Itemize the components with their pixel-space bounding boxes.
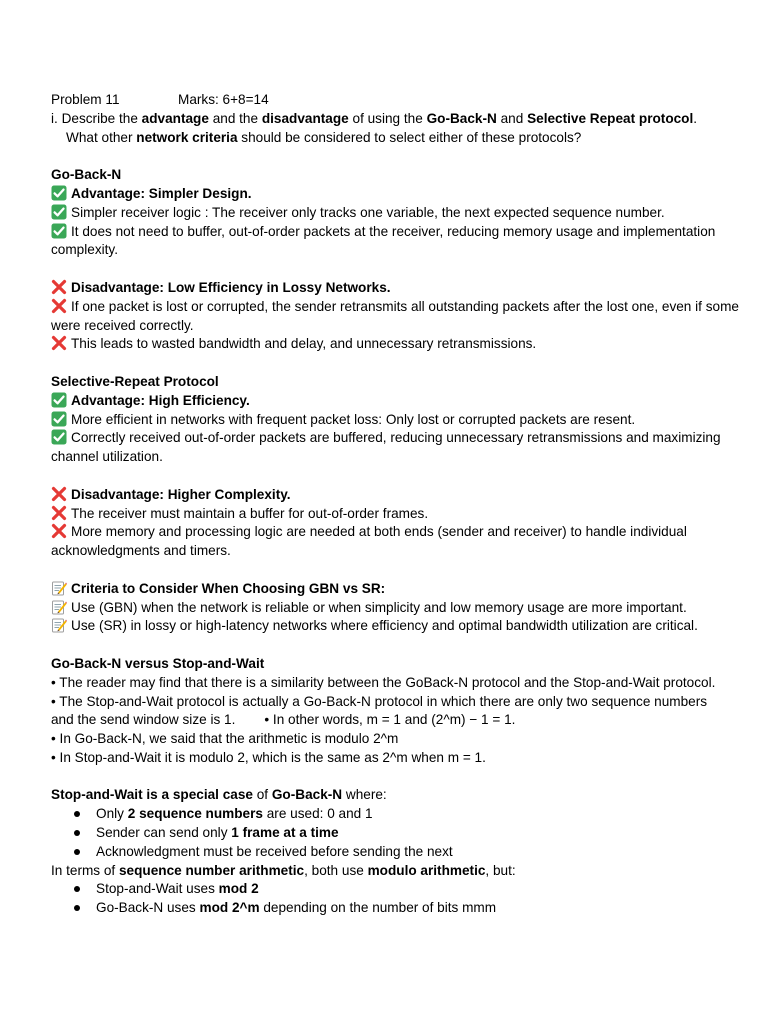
- terms-keyword: modulo arithmetic: [367, 862, 486, 878]
- sr-heading: Selective-Repeat Protocol: [51, 373, 219, 389]
- spacer: [51, 768, 741, 787]
- special-text: where:: [342, 787, 387, 803]
- cross-mark-icon: [51, 335, 67, 351]
- memo-icon: [51, 599, 67, 615]
- gbn-disadvantage-2: [51, 335, 741, 354]
- sr-disadvantage-2-text: More memory and processing logic are needed at both ends (sender and receiver) to handle individual acknowledgments and timers.: [51, 524, 687, 559]
- list-item-text: Stop-and-Wait uses: [96, 881, 219, 897]
- versus-line-3a: and the send window size is 1.: [51, 712, 236, 728]
- question-line-2: [51, 129, 741, 148]
- memo-icon: [51, 617, 67, 633]
- list-item-text: depending on the number of bits mmm: [259, 900, 497, 916]
- bullet-dot: [74, 830, 80, 836]
- gbn-advantage-heading: [51, 185, 741, 204]
- check-mark-icon: [51, 204, 67, 220]
- gbn-advantage-2-text: It does not need to buffer, out-of-order packets at the receiver, reducing memory usage and implementation complexity.: [51, 223, 716, 258]
- sr-disadvantage-heading: [51, 486, 741, 505]
- gbn-disadvantage-2-text: This leads to wasted bandwidth and delay, and unnecessary retransmissions.: [71, 336, 537, 352]
- spacer: [51, 147, 741, 166]
- list-item: [51, 880, 741, 899]
- gbn-heading: Go-Back-N: [51, 167, 122, 183]
- check-mark-icon: [51, 185, 67, 201]
- question-text: and the: [208, 110, 262, 126]
- list-item: [51, 899, 741, 918]
- bullet-dot: [74, 849, 80, 855]
- question-text: .: [693, 110, 698, 126]
- question-keyword: Go-Back-N: [426, 110, 497, 126]
- list-item: [51, 805, 741, 824]
- terms-keyword: sequence number arithmetic: [119, 862, 305, 878]
- list-item-text: Only: [96, 806, 128, 822]
- spacer: [51, 260, 741, 279]
- gbn-disadvantage-title: Disadvantage: Low Efficiency in Lossy Networks.: [71, 279, 391, 295]
- bullet-dot: [74, 886, 80, 892]
- criteria-item-1-text: Use (GBN) when the network is reliable or when simplicity and low memory usage are more important.: [71, 599, 687, 615]
- terms-text: , but:: [485, 862, 516, 878]
- list-item-keyword: mod 2^m: [199, 900, 260, 916]
- special-keyword: Go-Back-N: [271, 787, 343, 803]
- problem-header: [51, 91, 741, 110]
- criteria-item-2: [51, 617, 741, 636]
- sr-disadvantage-1: [51, 505, 741, 524]
- versus-line-1: • The reader may find that there is a similarity between the GoBack-N protocol and the Stop-and-Wait protocol.: [51, 674, 716, 690]
- terms-lead: [51, 862, 741, 881]
- list-item-text: Acknowledgment must be received before sending the next: [96, 843, 453, 859]
- list-item: [51, 843, 741, 862]
- question-text: should be considered to select either of these protocols?: [237, 129, 582, 145]
- cross-mark-icon: [51, 523, 67, 539]
- question-keyword: Selective Repeat protocol: [527, 110, 694, 126]
- versus-line-4: • In Go-Back-N, we said that the arithmetic is modulo 2^m: [51, 731, 399, 747]
- spacer: [51, 561, 741, 580]
- list-item-keyword: 2 sequence numbers: [127, 806, 263, 822]
- criteria-item-1: [51, 599, 741, 618]
- criteria-title: Criteria to Consider When Choosing GBN vs SR:: [71, 580, 386, 596]
- problem-marks: Marks: 6+8=14: [178, 92, 269, 107]
- versus-line-3: [51, 711, 741, 730]
- memo-icon: [51, 580, 67, 596]
- question-text: i. Describe the: [51, 110, 142, 126]
- document-body: [51, 91, 741, 918]
- sr-disadvantage-title: Disadvantage: Higher Complexity.: [71, 486, 291, 502]
- special-case-list: [51, 805, 741, 861]
- sr-advantage-2: [51, 429, 741, 467]
- list-item-text: Go-Back-N uses: [96, 900, 200, 916]
- cross-mark-icon: [51, 505, 67, 521]
- list-item-keyword: 1 frame at a time: [231, 825, 339, 841]
- gbn-advantage-title: Advantage: Simpler Design.: [71, 185, 252, 201]
- criteria-item-2-text: Use (SR) in lossy or high-latency networks where efficiency and optimal bandwidth utilization are critical.: [71, 618, 698, 634]
- question-keyword: advantage: [141, 110, 209, 126]
- versus-line-3b: • In other words, m = 1 and (2^m) − 1 = 1.: [264, 712, 516, 728]
- gbn-disadvantage-1-text: If one packet is lost or corrupted, the sender retransmits all outstanding packets after the lost one, even if some were received correctly.: [51, 298, 739, 333]
- versus-heading: Go-Back-N versus Stop-and-Wait: [51, 655, 265, 671]
- problem-number: Problem 11: [51, 92, 120, 107]
- question-text: of using the: [348, 110, 427, 126]
- terms-text: , both use: [304, 862, 368, 878]
- versus-line-5: • In Stop-and-Wait it is modulo 2, which is the same as 2^m when m = 1.: [51, 749, 486, 765]
- gbn-advantage-1-text: Simpler receiver logic : The receiver only tracks one variable, the next expected sequence number.: [71, 204, 665, 220]
- sr-advantage-2-text: Correctly received out-of-order packets are buffered, reducing unnecessary retransmissions and maximizing channel utilization.: [51, 430, 721, 465]
- special-case-lead: [51, 786, 741, 805]
- special-text: of: [252, 787, 272, 803]
- terms-list: [51, 880, 741, 918]
- check-mark-icon: [51, 223, 67, 239]
- spacer: [51, 467, 741, 486]
- special-keyword: Stop-and-Wait is a special case: [51, 787, 253, 803]
- gbn-disadvantage-1: [51, 298, 741, 336]
- sr-disadvantage-1-text: The receiver must maintain a buffer for out-of-order frames.: [71, 505, 429, 521]
- sr-disadvantage-2: [51, 523, 741, 561]
- question-keyword: network criteria: [136, 129, 238, 145]
- bullet-dot: [74, 905, 80, 911]
- sr-advantage-title: Advantage: High Efficiency.: [71, 392, 250, 408]
- spacer: [51, 636, 741, 655]
- gbn-disadvantage-heading: [51, 279, 741, 298]
- sr-advantage-1: [51, 411, 741, 430]
- question-text: and: [496, 110, 528, 126]
- gbn-advantage-1: [51, 204, 741, 223]
- terms-text: In terms of: [51, 862, 119, 878]
- cross-mark-icon: [51, 279, 67, 295]
- check-mark-icon: [51, 411, 67, 427]
- sr-advantage-heading: [51, 392, 741, 411]
- question-text: What other: [66, 129, 137, 145]
- question-keyword: disadvantage: [261, 110, 349, 126]
- bullet-dot: [74, 811, 80, 817]
- list-item-text: are used: 0 and 1: [262, 806, 373, 822]
- versus-line-2: • The Stop-and-Wait protocol is actually a Go-Back-N protocol in which there are only two sequence numbers: [51, 693, 708, 709]
- cross-mark-icon: [51, 486, 67, 502]
- list-item-text: Sender can send only: [96, 825, 232, 841]
- gbn-advantage-2: [51, 223, 741, 261]
- question-line-1: [51, 110, 741, 129]
- sr-advantage-1-text: More efficient in networks with frequent packet loss: Only lost or corrupted packets are resent.: [71, 411, 636, 427]
- cross-mark-icon: [51, 298, 67, 314]
- check-mark-icon: [51, 392, 67, 408]
- criteria-heading: [51, 580, 741, 599]
- list-item: [51, 824, 741, 843]
- list-item-keyword: mod 2: [218, 881, 259, 897]
- check-mark-icon: [51, 429, 67, 445]
- spacer: [51, 354, 741, 373]
